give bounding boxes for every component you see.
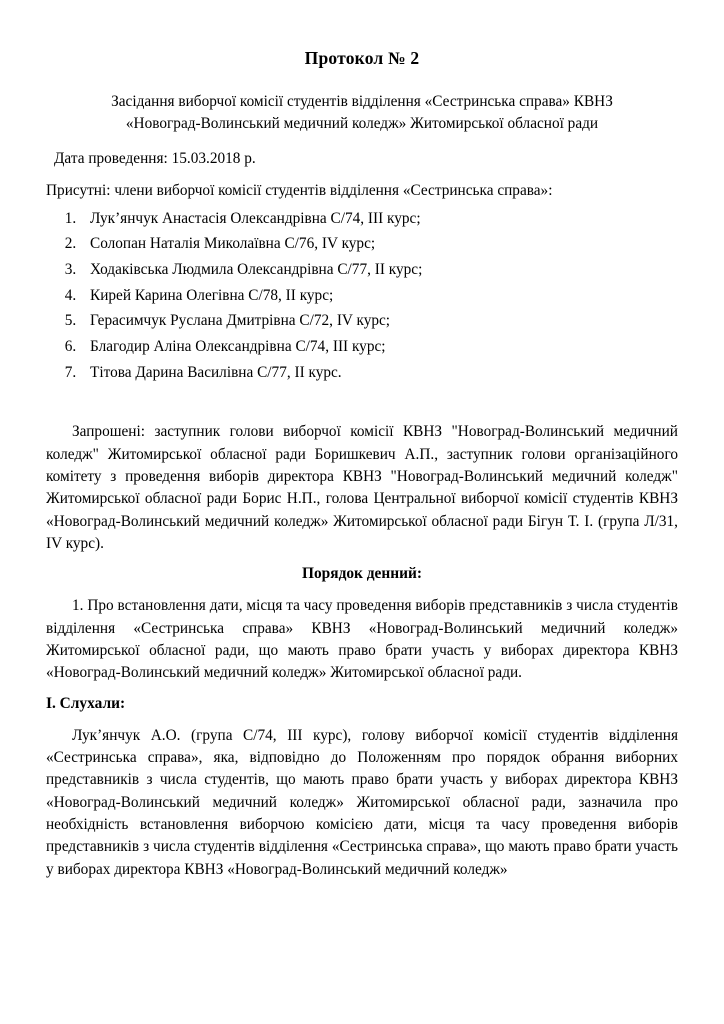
meeting-date: Дата проведення: 15.03.2018 р. <box>54 150 256 168</box>
list-item: 5. Герасимчук Руслана Дмитрівна С/72, ІV курс; <box>80 312 678 331</box>
subtitle-line-2: «Новоград-Волинський медичний коледж» Житомирської обласної ради <box>125 114 599 132</box>
list-item: 3. Ходаківська Людмила Олександрівна С/77, ІІ курс; <box>80 261 678 280</box>
list-item: 7. Тітова Дарина Василівна С/77, ІІ курс. <box>80 364 678 383</box>
subtitle-line-1: Засідання виборчої комісії студентів відділення «Сестринська справа» КВНЗ <box>111 93 613 110</box>
agenda-heading: Порядок денний: <box>302 565 422 583</box>
list-item: 2. Солопан Наталія Миколаївна С/76, ІV курс; <box>80 235 678 254</box>
list-item: 1. Лук’янчук Анастасія Олександрівна С/74, ІІІ курс; <box>80 210 678 229</box>
listened-paragraph: Лук’янчук А.О. (група С/74, ІІІ курс), голову виборчої комісії студентів відділення «Сестринська справа», яка, відповідно до Положенням про порядок обрання виборних представників з числа студентів, що мають право брати участь у виборах директора КВНЗ «Новоград-Волинський медичний коледж» Житомирської обласної ради, зазначила про необхідність встановлення виборчою комісією дати, місця та часу проведення виборів представників з числа студентів відділення «Сестринська справа», що мають право брати участь у виборах директора КВНЗ «Новоград-Волинський медичний коледж» <box>46 726 678 878</box>
members-list <box>46 210 678 383</box>
invited-paragraph: Запрошені: заступник голови виборчої комісії КВНЗ "Новоград-Волинський медичний коледж" Житомирської обласної ради Боришкевич А.П., заступник голови організаційного комітету з проведення виборів директора КВНЗ "Новоград-Волинський медичний коледж" Житомирської обласної ради Борис Н.П., голова Центральної виборчої комісії студентів КВНЗ «Новоград-Волинський медичний коледж» Житомирської обласної ради Бігун Т. І. (група Л/31, ІV курс). <box>46 423 678 553</box>
page-title: Протокол № 2 <box>304 48 420 68</box>
document-subtitle <box>68 91 656 134</box>
listened-heading: І. Слухали: <box>46 694 126 712</box>
attendees-label: Присутні: члени виборчої комісії студентів відділення «Сестринська справа»: <box>46 181 553 199</box>
spacer <box>46 389 678 419</box>
list-item: 4. Кирей Карина Олегівна С/78, ІІ курс; <box>80 287 678 306</box>
list-item: 6. Благодир Аліна Олександрівна С/74, ІІІ курс; <box>80 338 678 357</box>
agenda-item-1: 1. Про встановлення дати, місця та часу проведення виборів представників з числа студентів відділення «Сестринська справа» КВНЗ «Новоград-Волинський медичний коледж» Житомирської обласної ради, що мають право брати участь у виборах директора КВНЗ «Новоград-Волинський медичний коледж» Житомирської обласної ради. <box>46 597 678 682</box>
